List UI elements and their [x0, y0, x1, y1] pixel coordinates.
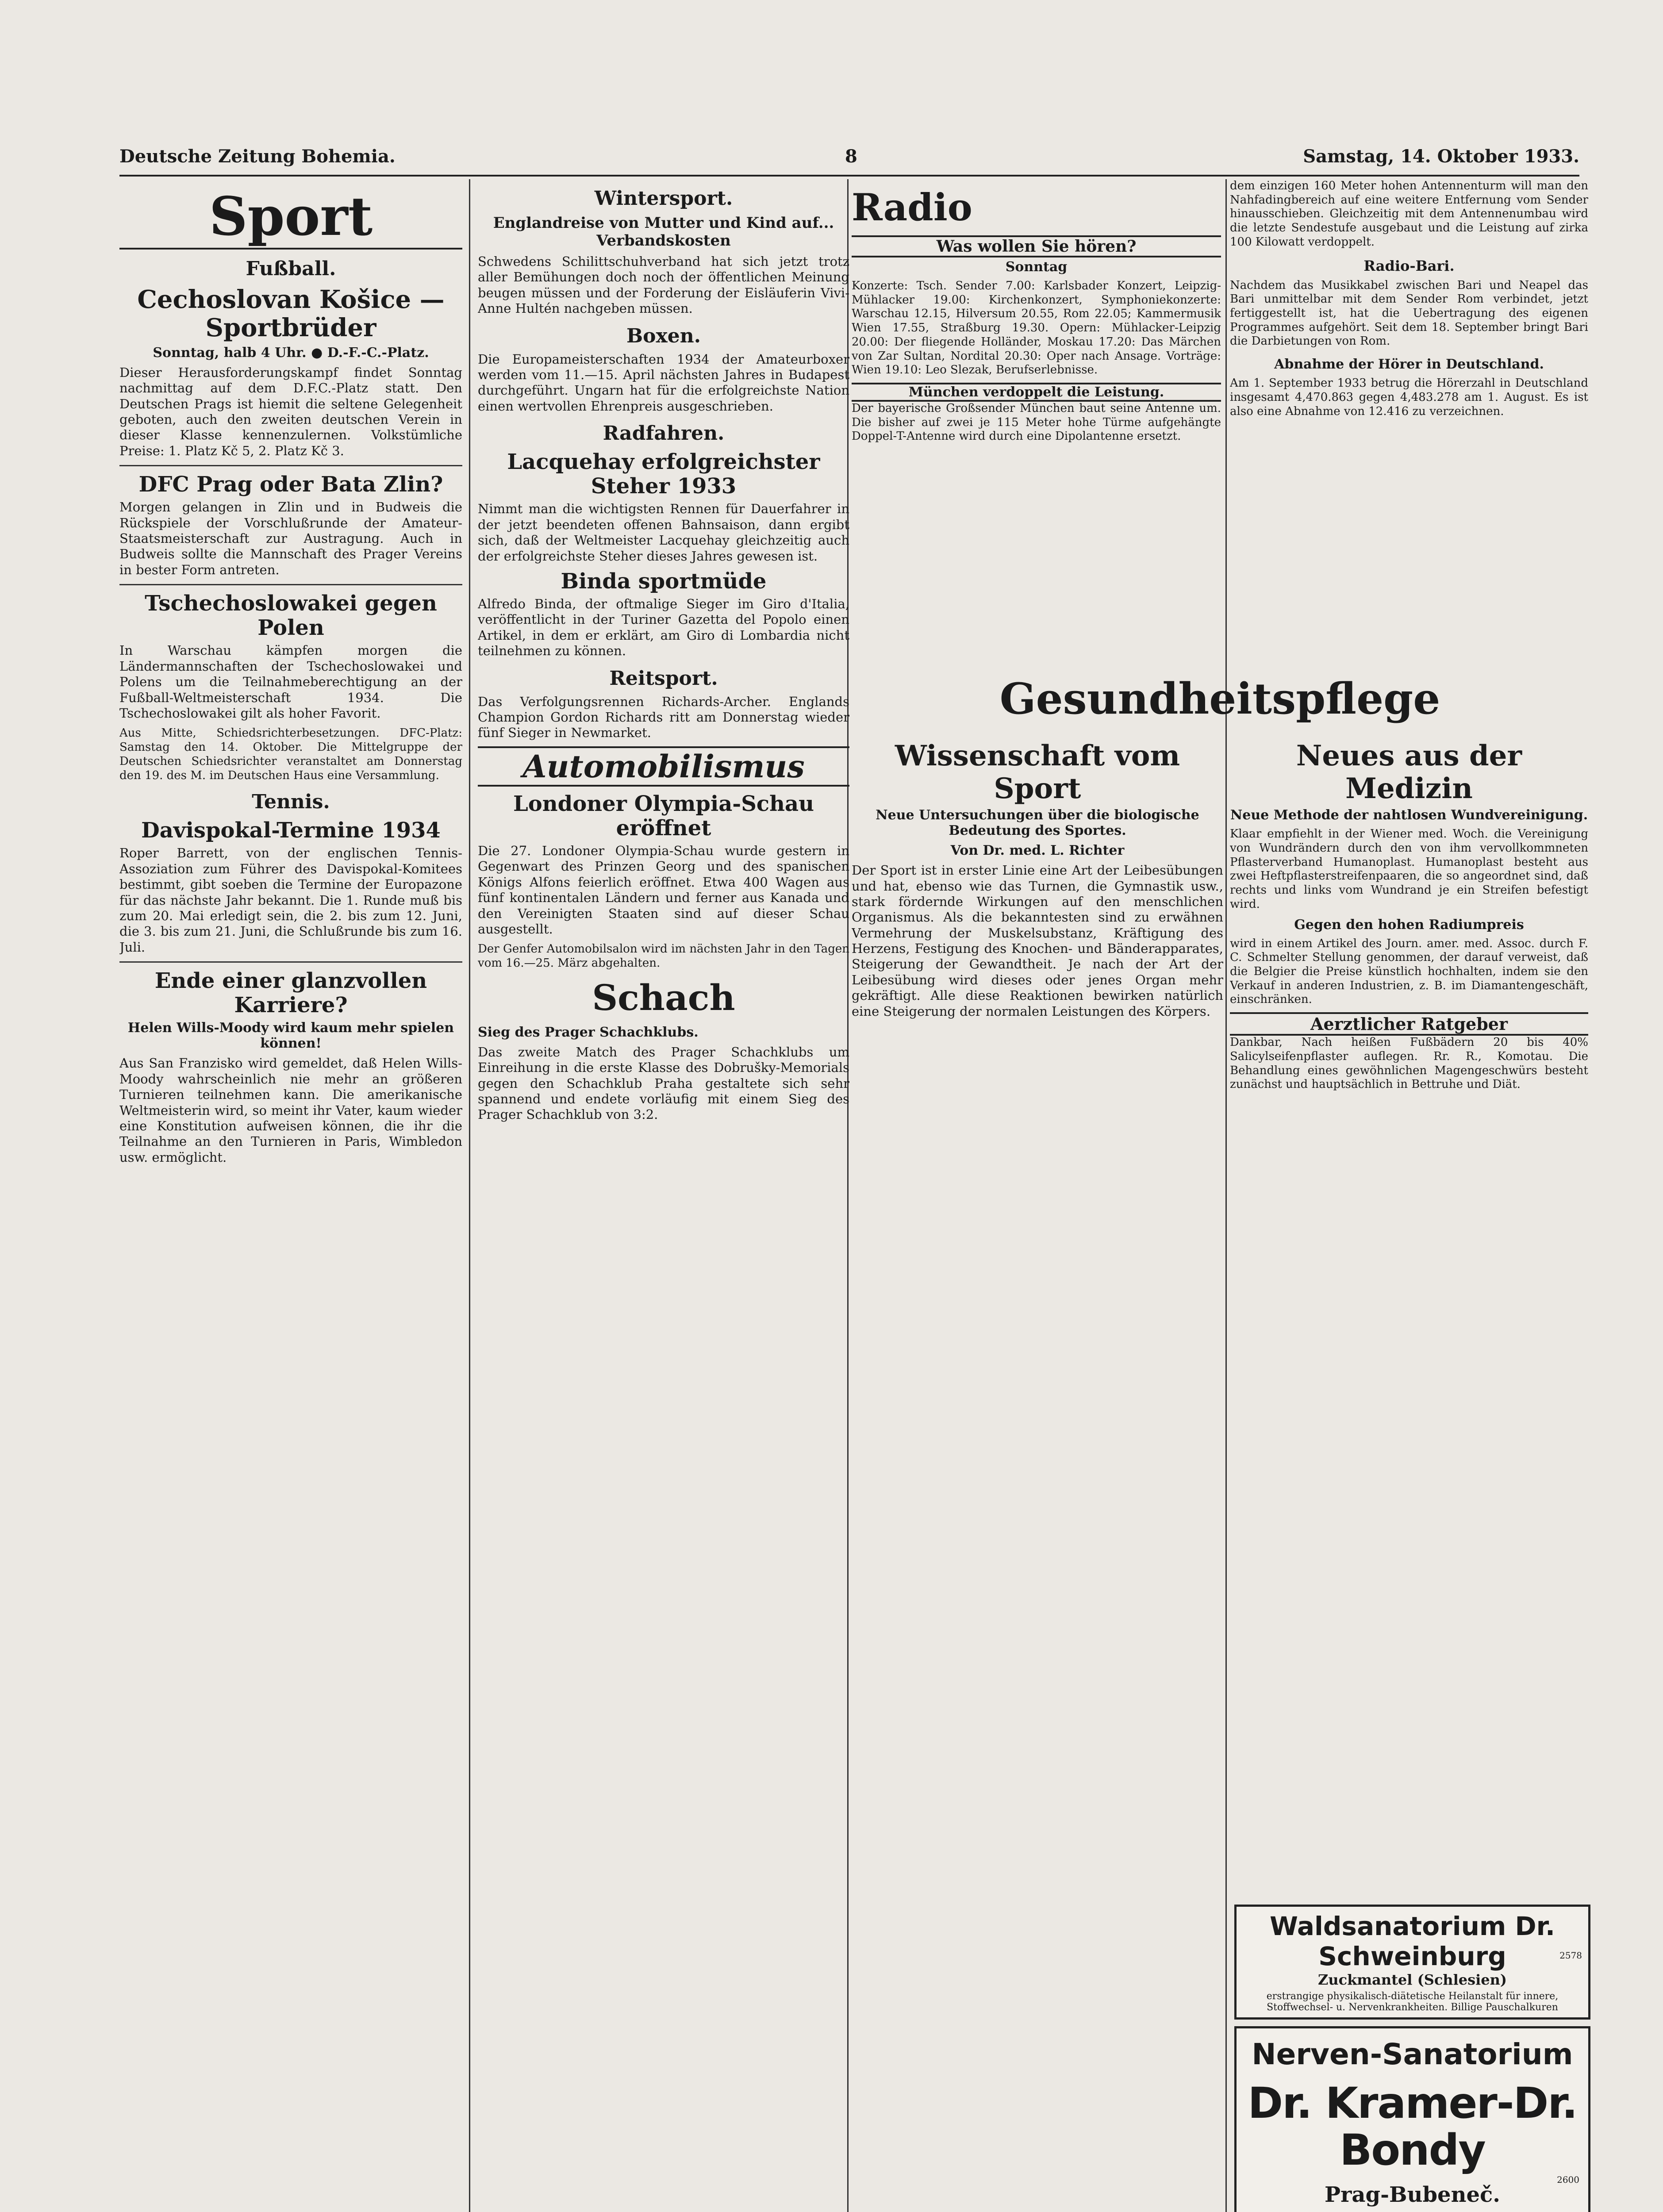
rad-kicker: Radfahren. — [603, 422, 725, 445]
wiss-text: Der Sport ist in erster Linie eine Art der Leibesübungen und hat, ebenso wie das Turnen, die Gymnastik usw., stark fördernde Wirkungen auf den menschlichen Organismus. Als die bekanntesten sind zu erwähnen Vermehrung der Muskelsubstanz, Kräftigung des Herzens, Festigung des Knochen- und Bänderapparates, Steigerung der Gewandtheit. Je nach der Art der Leibesübung wird dieses oder jenes Organ mehr gekräftigt. Alle diese Reaktionen bewirken natürlich eine Steigerung der normalen Leistungen des Körpers. — [852, 863, 1223, 1019]
cs-pl-text: In Warschau kämpfen morgen die Ländermannschaften der Tschechoslowakei und Polens um die Teilnahmeberechtigung an der Fußball-Weltmeisterschaft 1934. Die Tschechoslowakei gilt als hoher Favorit. — [119, 643, 462, 721]
wald-name: Waldsanatorium Dr. Schweinburg — [1269, 1911, 1555, 1971]
doctors-name: Dr. Kramer-Dr. Bondy — [1248, 2078, 1577, 2175]
end-headline: Ende einer glanzvollen Karriere? — [154, 968, 427, 1018]
dfc-headline: DFC Prag oder Bata Zlin? — [138, 472, 443, 497]
olympia-headline: Londoner Olympia-Schau eröffnet — [513, 791, 814, 841]
radium-headline: Gegen den hohen Radiumpreis — [1294, 917, 1524, 933]
sport-column — [119, 179, 462, 2212]
abnahme-text: Am 1. September 1933 betrug die Hörerzahl in Deutschland insgesamt 4,470.863 gegen 4,483.278 am 1. August. Es ist also eine Abnahme von 12.416 zu verzeichnen. — [1230, 376, 1588, 418]
end-text: Aus San Franzisko wird gemeldet, daß Helen Wills-Moody wahrscheinlich nie mehr an größeren Turnieren teilnehmen kann. Die amerikanische Weltmeisterin wird, so meint ihr Vater, kaum wieder eine Konstitution aufweisen können, die ihr die Teilnahme an den Turnieren in Paris, Wimbledon usw. ermöglicht. — [119, 1056, 462, 1165]
sport-title: Sport — [119, 185, 462, 250]
ratgeber-headline: Aerztlicher Ratgeber — [1230, 1012, 1588, 1036]
rule — [119, 584, 462, 585]
genfer-text: Der Genfer Automobilsalon wird im nächsten Jahr in den Tagen vom 16.—25. März abgehalten. — [478, 942, 849, 970]
rule — [119, 465, 462, 466]
reit-kicker: Reitsport. — [609, 667, 718, 690]
lacq-text: Nimmt man die wichtigsten Rennen für Dauerfahrer in der jetzt beendeten offenen Bahnsaison, dann ergibt sich, daß der Weltmeister Lacquehay gleichzeitig auch der erfolgreichste Steher dieses Jahres gewesen ist. — [478, 501, 849, 564]
winter-column — [478, 179, 849, 2212]
bari-text: Nachdem das Musikkabel zwischen Bari und Neapel das Bari unmittelbar mit dem Sender Rom verbindet, jetzt fertiggestellt ist, hat die Uebertragung des eigenen Programmes aufgehört. Seit dem 18. September bringt Bari die Darbietungen von Rom. — [1230, 278, 1588, 348]
radium-text: wird in einem Artikel des Journ. amer. med. Assoc. durch F. C. Schmelter Stellung genommen, der darauf verweist, daß die Belgier die Preise künstlich hochhalten, indem sie den Verkauf in anderen Industrien, z. B. im Diamantengeschäft, einschränken. — [1230, 937, 1588, 1006]
davis-headline: Davispokal-Termine 1934 — [141, 818, 441, 843]
gesundheit-banner: Gesundheitspflege — [999, 674, 1440, 724]
radio-question: Was wollen Sie hören? — [852, 235, 1221, 257]
wiss-sub: Neue Untersuchungen über die biologische Bedeutung des Sportes. — [876, 807, 1199, 839]
tennis-kicker: Tennis. — [252, 791, 330, 814]
notes-text: Aus Mitte, Schiedsrichterbesetzungen. DFC-Platz: Samstag den 14. Oktober. Die Mittelgruppe der Deutschen Schiedsrichter veranstaltet am Donnerstag den 19. des M. im Deutschen Haus eine Versammlung. — [119, 726, 462, 782]
winter-headline: Englandreise von Mutter und Kind auf... Verbandskosten — [493, 214, 834, 250]
wald-text: erstrangige physikalisch-diätetische Heilanstalt für innere, Stoffwechsel- u. Nervenkrankheiten. Billige Pauschalkuren — [1266, 1991, 1559, 2013]
dfc-text: Morgen gelangen in Zlin und in Budweis die Rückspiele der Vorschlußrunde der Amateur-Staatsmeisterschaft zur Austragung. Auch in Budweis sollte die Mannschaft des Prager Vereins in bester Form antreten. — [119, 499, 462, 577]
match-text: Dieser Herausforderungskampf findet Sonntag nachmittag auf dem D.F.C.-Platz statt. Den Deutschen Prags ist hiemit die seltene Gelegenheit geboten, auch den zweiten deutschen Verein in dieser Klasse kennenzulernen. Volkstümliche Preise: 1. Platz Kč 5, 2. Platz Kč 3. — [119, 365, 462, 458]
football-kicker: Fußball. — [246, 257, 336, 280]
rule — [119, 961, 462, 963]
masthead-left: Deutsche Zeitung Bohemia. — [119, 146, 396, 167]
muenchen-headline: München verdoppelt die Leistung. — [852, 383, 1221, 402]
binda-headline: Binda sportmüde — [561, 568, 767, 594]
ratgeber-text: Dankbar, Nach heißen Fußbädern 20 bis 40% Salicylseifenpflaster auflegen. Rr. R., Komotau. Die Behandlung eines gewöhnlichen Magengeschwürs besteht zunächst und hauptsächlich in Bettruhe und Diät. — [1230, 1036, 1588, 1091]
radio-continued-column — [1230, 179, 1588, 679]
winter-text: Schwedens Schilittschuhverband hat sich jetzt trotz aller Bemühungen doch noch der öffentlichen Meinung beugen müssen und der Forderung der Eisläuferin Vivi-Anne Hultén nachgeben müssen. — [478, 254, 849, 316]
radio-title: Radio — [852, 185, 972, 229]
boxen-kicker: Boxen. — [626, 324, 701, 347]
page-number: 8 — [845, 146, 857, 167]
match-headline: Cechoslovan Košice — Sportbrüder — [137, 285, 445, 343]
column-divider — [1225, 179, 1227, 2212]
radio-column — [852, 179, 1221, 679]
wald-number: 2578 — [1559, 1950, 1582, 1961]
medizin-column — [1230, 734, 1588, 1893]
nerven-sanatorium-ad — [1234, 2026, 1590, 2212]
column-divider — [469, 179, 470, 2212]
schach-text: Das zweite Match des Prager Schachklubs um Einreihung in die erste Klasse des Dobrušky-Memorials gegen den Schachklub Praha gestaltete sich sehr spannend und endete vorläufig mit einem Sieg des Prager Schachklub von 3:2. — [478, 1044, 849, 1122]
match-sub: Sonntag, halb 4 Uhr. ● D.-F.-C.-Platz. — [153, 345, 429, 361]
boxen-text: Die Europameisterschaften 1934 der Amateurboxer werden vom 11.—15. April nächsten Jahres in Budapest durchgeführt. Ungarn hat für die erfolgreichste Nation einen wertvollen Ehrenpreis ausgeschrieben. — [478, 351, 849, 414]
winter-kicker: Wintersport. — [594, 187, 733, 210]
radio-right-text: dem einzigen 160 Meter hohen Antennenturm will man den Nahfadingbereich auf eine weitere Entfernung vom Sender hinausschieben. Gleichzeitig mit dem Antennenumbau wird die letzte Sendestufe ausgebaut und die Leistung auf zirka 100 Kilowatt verdoppelt. — [1230, 179, 1588, 249]
ad-number: 2600 — [1557, 2174, 1579, 2185]
medizin-text: Klaar empfiehlt in der Wiener med. Woch. die Vereinigung von Wundrändern durch den von ihm vervollkommneten Pflasterverband Humanoplast. Humanoplast besteht aus zwei Heftpflasterstreifenpaaren, die so angeordnet sind, daß rechts und links vom Wundrand je ein Streifen befestigt wird. — [1230, 827, 1588, 911]
davis-text: Roper Barrett, von der englischen Tennis-Assoziation zum Führer des Davispokal-Komitees bestimmt, gibt soeben die Termine der Europazone für das nächste Jahr bekannt. Die 1. Runde muß bis zum 20. Mai erledigt sein, die 2. bis zum 12. Juni, die 3. bis zum 21. Juni, die Schlußrunde bis zum 16. Juli. — [119, 845, 462, 955]
date-line: Samstag, 14. Oktober 1933. — [1303, 146, 1579, 167]
nerven-title: Nerven-Sanatorium — [1252, 2037, 1573, 2071]
waldsanatorium-ad — [1234, 1905, 1590, 2020]
abnahme-headline: Abnahme der Hörer in Deutschland. — [1274, 357, 1544, 373]
radio-text: Konzerte: Tsch. Sender 7.00: Karlsbader Konzert, Leipzig-Mühlacker 19.00: Kirchenkonzert, Symphoniekonzerte: Warschau 12.15, Hilversum 20.55, Rom 22.05; Kammermusik Wien 17.55, Straßburg 19.30. Opern: Mühlacker-Leipzig 20.00: Der fliegende Holländer, Moskau 17.20: Das Märchen von Zar Sultan, Nordital 20.30: Oper nach Ansage. Vorträge: Wien 19.10: Leo Slezak, Berufserlebnisse. — [852, 279, 1221, 377]
wald-place: Zuckmantel (Schlesien) — [1317, 1971, 1507, 1988]
page-header — [119, 146, 1579, 173]
binda-text: Alfredo Binda, der oftmalige Sieger im Giro d'Italia, veröffentlicht in der Turiner Gazetta del Popolo einen Artikel, in dem er erklärt, am Giro di Lombardia nicht teilnehmen zu können. — [478, 596, 849, 659]
wissenschaft-column — [852, 734, 1223, 2212]
schach-title: Schach — [592, 976, 735, 1018]
end-sub: Helen Wills-Moody wird kaum mehr spielen können! — [127, 1020, 454, 1052]
lacq-headline: Lacquehay erfolgreichster Steher 1933 — [507, 449, 820, 499]
ad-place: Prag-Bubeneč. — [1325, 2182, 1500, 2208]
medizin-sub: Neue Methode der nahtlosen Wundvereinigung. — [1230, 807, 1588, 823]
muenchen-text: Der bayerische Großsender München baut seine Antenne um. Die bisher auf zwei je 115 Meter hohe Türme aufgehängte Doppel-T-Antenne wird durch eine Dipolantenne ersetzt. — [852, 402, 1221, 443]
radio-day: Sonntag — [1005, 259, 1068, 275]
reit-text: Das Verfolgungsrennen Richards-Archer. Englands Champion Gordon Richards ritt am Donnerstag wieder fünf Sieger in Newmarket. — [478, 694, 849, 741]
bari-kicker: Radio-Bari. — [1363, 257, 1455, 274]
wiss-author: Von Dr. med. L. Richter — [950, 843, 1125, 859]
schach-sub: Sieg des Prager Schachklubs. — [478, 1024, 699, 1040]
wiss-headline: Wissenschaft vom Sport — [895, 739, 1180, 805]
medizin-headline: Neues aus der Medizin — [1296, 739, 1522, 805]
auto-banner: Automobilismus — [478, 746, 849, 787]
cs-pl-headline: Tschechoslowakei gegen Polen — [145, 591, 437, 641]
olympia-text: Die 27. Londoner Olympia-Schau wurde gestern in Gegenwart des Prinzen Georg und des spanischen Königs Alfons feierlich eröffnet. Etwa 400 Wagen aus fünf kontinentalen Ländern und ferner aus Kanada und den Vereinigten Staaten sind auf dieser Schau ausgestellt. — [478, 843, 849, 937]
header-rule — [119, 175, 1579, 177]
